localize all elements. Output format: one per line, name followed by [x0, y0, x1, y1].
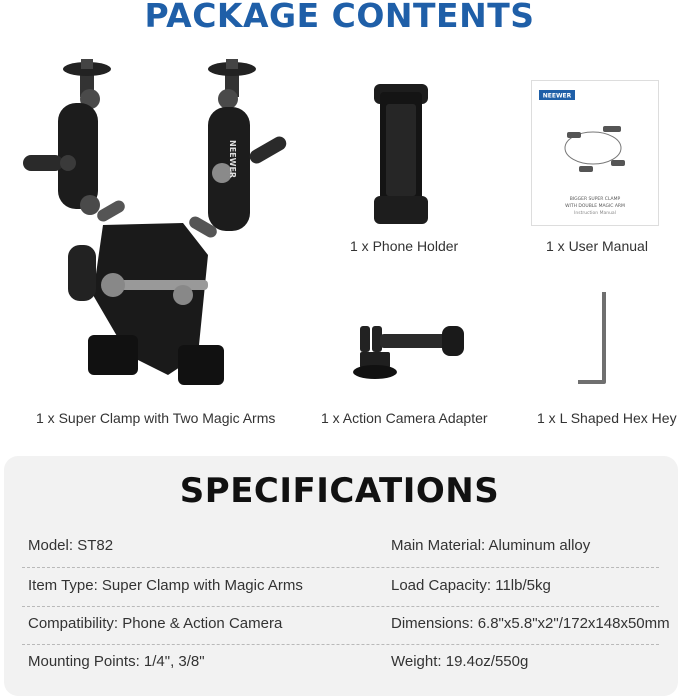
action-camera-adapter-image	[350, 320, 470, 382]
phone-holder-caption: 1 x Phone Holder	[350, 238, 459, 254]
spec-right: Dimensions: 6.8"x5.8"x2"/172x148x50mm	[391, 615, 670, 632]
user-manual-caption: 1 x User Manual	[546, 238, 648, 254]
spec-left: Mounting Points: 1/4", 3/8"	[28, 653, 205, 670]
hex-key-caption: 1 x L Shaped Hex Hey	[537, 410, 677, 426]
spec-left: Model: ST82	[28, 537, 114, 554]
manual-line3: Instruction Manual	[574, 211, 616, 216]
action-camera-adapter-caption: 1 x Action Camera Adapter	[321, 410, 488, 426]
spec-row	[22, 643, 659, 681]
spec-right: Weight: 19.4oz/550g	[391, 653, 529, 670]
spec-row	[22, 527, 659, 565]
clamp-brand-text: NEEWER	[228, 140, 237, 179]
spec-left: Item Type: Super Clamp with Magic Arms	[28, 577, 303, 594]
package-contents-title: PACKAGE CONTENTS	[144, 0, 535, 35]
spec-left: Compatibility: Phone & Action Camera	[28, 615, 283, 632]
specifications-title: SPECIFICATIONS	[179, 471, 500, 511]
spec-right: Main Material: Aluminum alloy	[391, 537, 591, 554]
spec-row	[22, 605, 670, 643]
super-clamp-caption: 1 x Super Clamp with Two Magic Arms	[36, 410, 276, 426]
spec-right: Load Capacity: 11lb/5kg	[391, 577, 551, 594]
manual-line2: WITH DOUBLE MAGIC ARM	[565, 204, 625, 209]
phone-holder-image	[370, 82, 432, 227]
manual-brand-text: NEEWER	[542, 92, 572, 100]
super-clamp-image	[8, 55, 308, 400]
user-manual-image	[531, 80, 659, 226]
manual-line1: BIGGER SUPER CLAMP	[569, 197, 621, 202]
spec-row	[22, 567, 659, 605]
hex-key-image	[574, 290, 614, 390]
